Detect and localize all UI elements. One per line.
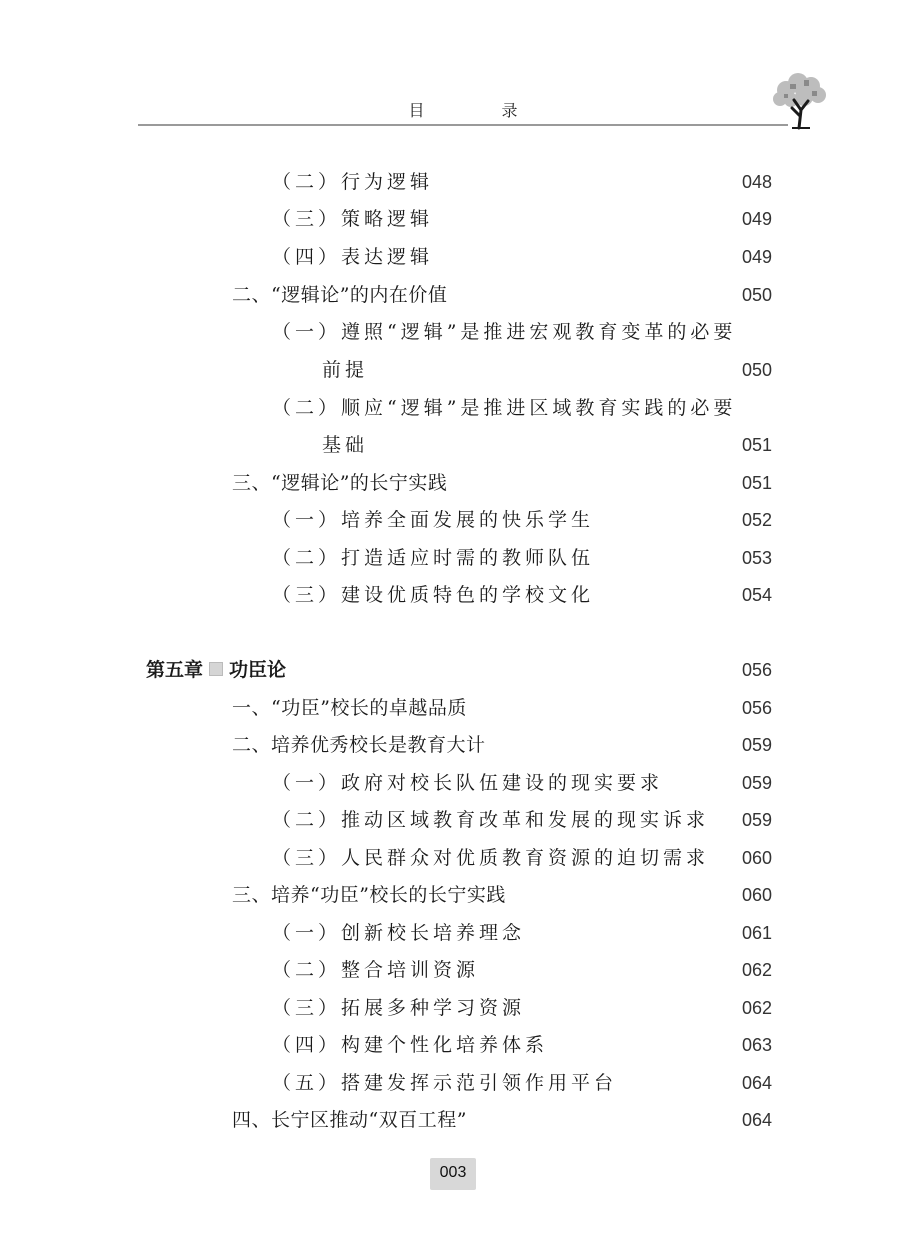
toc-section-label: 二、“逻辑论”的内在价值 <box>232 284 448 306</box>
toc-page-number: 049 <box>741 247 772 267</box>
toc-entry-label: （二）行为逻辑 <box>272 171 434 193</box>
toc-page-number: 056 <box>741 660 772 680</box>
toc-entry-label: （一）遵照“逻辑”是推进宏观教育变革的必要 <box>272 321 737 343</box>
toc-page-number: 062 <box>741 998 772 1018</box>
toc-page-number: 060 <box>741 848 772 868</box>
footer-page-badge <box>430 1158 476 1190</box>
toc-page-number: 059 <box>741 810 772 830</box>
toc-entry-label: （三）人民群众对优质教育资源的迫切需求 <box>272 847 710 869</box>
running-header <box>138 96 788 126</box>
header-rule <box>138 124 788 126</box>
toc-page-number: 050 <box>741 285 772 305</box>
toc-page-number: 053 <box>741 548 772 568</box>
toc-entry-label: （四）表达逻辑 <box>272 246 434 268</box>
toc-entry-continuation: 前提 <box>322 359 369 381</box>
toc-section-label: 一、“功臣”校长的卓越品质 <box>232 697 467 719</box>
toc-entry-label: （四）构建个性化培养体系 <box>272 1034 549 1056</box>
toc-page-number: 054 <box>741 585 772 605</box>
toc-entry-label: （二）打造适应时需的教师队伍 <box>272 547 595 569</box>
tree-logo-icon <box>764 70 834 130</box>
toc-page-number: 059 <box>741 735 772 755</box>
toc-entry-label: （一）创新校长培养理念 <box>272 922 526 944</box>
header-title: 目 录 <box>408 101 554 120</box>
toc-page-number: 059 <box>741 773 772 793</box>
toc-entry-label: （三）建设优质特色的学校文化 <box>272 584 595 606</box>
toc-entry-label: （一）培养全面发展的快乐学生 <box>272 509 595 531</box>
chapter-marker-icon <box>209 662 223 676</box>
toc-page-number: 052 <box>741 510 772 530</box>
toc-page-number: 048 <box>741 172 772 192</box>
toc-entry-label: （三）拓展多种学习资源 <box>272 997 526 1019</box>
toc-section-label: 四、长宁区推动“双百工程” <box>232 1109 467 1131</box>
toc-section-label: 三、培养“功臣”校长的长宁实践 <box>232 884 506 906</box>
toc-section-label: 三、“逻辑论”的长宁实践 <box>232 472 448 494</box>
toc-page-number: 056 <box>741 698 772 718</box>
chapter-title: 功臣论 <box>229 659 287 681</box>
toc-page-number: 049 <box>741 209 772 229</box>
toc-section-label: 二、培养优秀校长是教育大计 <box>232 734 486 756</box>
toc-chapter-heading <box>146 658 286 682</box>
toc-page-number: 063 <box>741 1035 772 1055</box>
toc-entry-label: （五）搭建发挥示范引领作用平台 <box>272 1072 618 1094</box>
toc-entry-continuation: 基础 <box>322 434 369 456</box>
toc-page-number: 064 <box>741 1073 772 1093</box>
toc-page-number: 061 <box>741 923 772 943</box>
toc-entry-label: （二）推动区域教育改革和发展的现实诉求 <box>272 809 710 831</box>
toc-page-number: 060 <box>741 885 772 905</box>
toc-page-number: 051 <box>741 473 772 493</box>
toc-page-number: 050 <box>741 360 772 380</box>
chapter-number: 第五章 <box>146 659 204 681</box>
toc-entry-label: （三）策略逻辑 <box>272 208 434 230</box>
toc-entry-label: （一）政府对校长队伍建设的现实要求 <box>272 772 664 794</box>
footer-page-number: 003 <box>439 1164 467 1181</box>
toc-page-number: 051 <box>741 435 772 455</box>
toc-page-number: 064 <box>741 1110 772 1130</box>
toc-page-number: 062 <box>741 960 772 980</box>
toc-entry-label: （二）顺应“逻辑”是推进区域教育实践的必要 <box>272 397 737 419</box>
toc-entry-label: （二）整合培训资源 <box>272 959 480 981</box>
